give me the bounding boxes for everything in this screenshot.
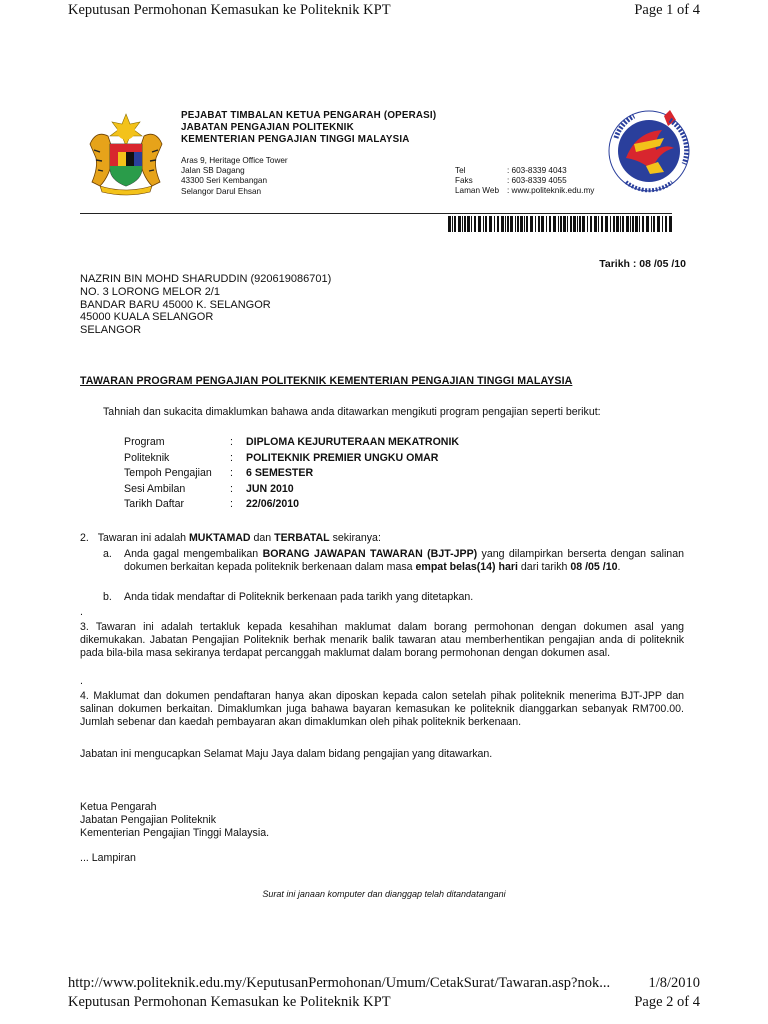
letterhead-address <box>181 156 288 197</box>
paragraph-2-mid: dan <box>250 532 275 544</box>
barcode-bar <box>582 216 585 232</box>
fax-label: Faks <box>455 176 473 186</box>
colon: : <box>230 451 233 464</box>
barcode-bar <box>601 216 603 232</box>
signature-line: Jabatan Pengajian Politeknik <box>80 814 217 827</box>
ministry-of-higher-education-logo <box>606 108 692 194</box>
barcode-bar <box>510 216 513 232</box>
intake-value: JUN 2010 <box>246 482 294 495</box>
barcode-bar <box>560 216 562 232</box>
separator-dot: . <box>80 606 83 618</box>
barcode-bar <box>577 216 578 232</box>
barcode-bar <box>626 216 629 232</box>
barcode-bar <box>594 216 597 232</box>
paragraph-2 <box>80 532 381 545</box>
barcode-bar <box>546 216 547 232</box>
letterhead-line-3: KEMENTERIAN PENGAJIAN TINGGI MALAYSIA <box>181 134 410 145</box>
intake-label: Sesi Ambilan <box>124 482 186 495</box>
address-line: 43300 Seri Kembangan <box>181 176 268 186</box>
barcode-bar <box>541 216 544 232</box>
barcode-bar <box>507 216 509 232</box>
barcode-icon <box>448 216 672 232</box>
recipient-line: SELANGOR <box>80 324 142 337</box>
recipient-line: 45000 KUALA SELANGOR <box>80 311 214 324</box>
barcode-bar <box>494 216 495 232</box>
barcode-bar <box>515 216 516 232</box>
print-header-page: Page 1 of 4 <box>634 2 700 18</box>
print-footer-url: http://www.politeknik.edu.my/KeputusanPermohonan/Umum/CetakSurat/Tawaran.asp?nok... <box>68 975 611 991</box>
duration-value: 6 SEMESTER <box>246 467 314 480</box>
colon: : <box>230 467 233 480</box>
condition-b <box>103 591 683 604</box>
barcode-bar <box>630 216 631 232</box>
barcode-bar <box>497 216 499 232</box>
barcode-bar <box>485 216 487 232</box>
barcode-bar <box>651 216 652 232</box>
letterhead-contact <box>455 166 594 197</box>
condition-a <box>103 548 684 574</box>
barcode-bar <box>567 216 568 232</box>
colon: : <box>230 436 233 448</box>
print-header-title: Keputusan Permohonan Kemasukan ke Politeknik KPT <box>68 2 391 18</box>
colon: : <box>230 482 233 495</box>
barcode-bar <box>520 216 523 232</box>
barcode-bar <box>665 216 667 232</box>
barcode-bar <box>489 216 492 232</box>
barcode-bar <box>590 216 592 232</box>
closing-text: Jabatan ini mengucapkan Selamat Maju Jaya dalam bidang pengajian yang ditawarkan. <box>80 748 493 760</box>
barcode-bar <box>573 216 576 232</box>
condition-a-pre: Anda gagal mengembalikan <box>124 548 263 560</box>
barcode-bar <box>639 216 640 232</box>
address-line: Jalan SB Dagang <box>181 166 245 176</box>
address-line: Selangor Darul Ehsan <box>181 186 262 196</box>
address-line: Aras 9, Heritage Office Tower <box>181 156 288 165</box>
computer-generated-note: Surat ini janaan komputer dan dianggap telah ditandatangani <box>262 889 506 899</box>
barcode-bar <box>452 216 453 232</box>
barcode-bar <box>530 216 533 232</box>
barcode-bar <box>553 216 556 232</box>
condition-a-marker: a. <box>103 548 112 560</box>
paragraph-number: 2. <box>80 532 89 544</box>
barcode-bar <box>653 216 655 232</box>
letterhead-rule <box>80 213 672 214</box>
barcode-bar <box>563 216 566 232</box>
barcode-bar <box>622 216 624 232</box>
condition-a-bold-3: 08 /05 /10 <box>570 561 618 574</box>
intro-text: Tahniah dan sukacita dimaklumkan bahawa anda ditawarkan mengikuti program pengajian seperti berikut: <box>103 406 601 418</box>
program-details-table <box>124 436 459 514</box>
condition-a-mid-2: dari tarikh <box>517 561 571 574</box>
table-row <box>124 467 459 483</box>
barcode-bar <box>598 216 599 232</box>
table-row <box>124 483 459 499</box>
condition-a-mid: yang dilampirkan berserta dengan salinan dokumen berkaitan kepada politeknik berkenaan dalam masa <box>124 548 684 574</box>
recipient-block <box>80 273 331 337</box>
duration-label: Tempoh Pengajian <box>124 467 212 480</box>
fax-value: : 603-8339 4055 <box>507 176 567 186</box>
paragraph-4: 4. Maklumat dan dokumen pendaftaran hanya akan diposkan kepada calon setelah pihak politeknik menerima BJT-JPP dan salinan dokumen berkaitan. Dimaklumkan juga bahawa bayaran kemasukan ke politeknik dianggarkan sebanyak RM700.00. Jumlah sebenar dan kaedah pembayaran akan dimaklumkan oleh pihak politeknik berkenaan. <box>80 690 684 729</box>
tel-value: : 603-8339 4043 <box>507 166 567 175</box>
barcode-bar <box>483 216 484 232</box>
separator-dot: . <box>80 675 83 687</box>
barcode-bar <box>464 216 466 232</box>
letterhead-line-2: JABATAN PENGAJIAN POLITEKNIK <box>181 122 354 133</box>
condition-a-text <box>124 548 684 574</box>
program-label: Program <box>124 436 165 448</box>
letter-date: Tarikh : 08 /05 /10 <box>599 258 686 270</box>
paragraph-2-bold-1: MUKTAMAD <box>188 532 251 544</box>
table-row <box>124 452 459 468</box>
condition-a-post: . <box>617 561 621 574</box>
table-row <box>124 498 459 514</box>
barcode-bar <box>662 216 663 232</box>
barcode-bar <box>524 216 525 232</box>
signature-line: Ketua Pengarah <box>80 801 157 813</box>
signature-block <box>80 801 269 841</box>
web-label: Laman Web <box>455 186 499 196</box>
barcode-bar <box>646 216 649 232</box>
barcode-bar <box>458 216 461 232</box>
barcode-bar <box>526 216 528 232</box>
barcode-bar <box>471 216 472 232</box>
barcode-bar <box>517 216 519 232</box>
barcode-bar <box>474 216 476 232</box>
barcode-bar <box>613 216 615 232</box>
barcode-bar <box>478 216 481 232</box>
barcode-bar <box>558 216 559 232</box>
barcode-bar <box>642 216 644 232</box>
barcode-bar <box>632 216 634 232</box>
letter-subject: TAWARAN PROGRAM PENGAJIAN POLITEKNIK KEMENTERIAN PENGAJIAN TINGGI MALAYSIA <box>80 375 573 387</box>
condition-b-marker: b. <box>103 591 112 603</box>
table-row <box>124 436 459 452</box>
barcode-bar <box>616 216 619 232</box>
barcode-bar <box>635 216 638 232</box>
paragraph-2-pre: Tawaran ini adalah <box>97 532 189 544</box>
barcode-bar <box>462 216 463 232</box>
barcode-bar <box>657 216 660 232</box>
program-value: DIPLOMA KEJURUTERAAN MEKATRONIK <box>246 436 460 448</box>
barcode-bar <box>669 216 672 232</box>
signature-line: Kementerian Pengajian Tinggi Malaysia. <box>80 827 270 840</box>
paragraph-3: 3. Tawaran ini adalah tertakluk kepada kesahihan maklumat dalam borang permohonan dengan dokumen asal yang dikemukakan. Jabatan Pengajian Politeknik berhak menarik balik tawaran atau memberhentikan pengajian anda di politeknik pada bila-bila masa sekiranya terdapat percanggah maklumat dalam borang permohonan dengan dokumen asal. <box>80 621 684 660</box>
condition-a-bold-2: empat belas(14) hari <box>415 561 518 574</box>
barcode-bar <box>501 216 504 232</box>
barcode-bar <box>579 216 581 232</box>
barcode-bar <box>610 216 611 232</box>
register-date-value: 22/06/2010 <box>246 498 300 511</box>
barcode-bar <box>587 216 588 232</box>
paragraph-2-bold-2: TERBATAL <box>274 532 330 544</box>
colon: : <box>230 498 233 511</box>
barcode-bar <box>549 216 551 232</box>
paragraph-2-post: sekiranya: <box>329 532 381 544</box>
condition-b-text: Anda tidak mendaftar di Politeknik berkenaan pada tarikh yang ditetapkan. <box>124 591 474 603</box>
tel-label: Tel <box>455 166 466 175</box>
condition-a-bold-1: BORANG JAWAPAN TAWARAN (BJT-JPP) <box>262 548 478 560</box>
barcode-bar <box>467 216 470 232</box>
malaysia-coat-of-arms-icon <box>80 110 172 196</box>
attachment-note: ... Lampiran <box>80 852 136 864</box>
recipient-line: BANDAR BARU 45000 K. SELANGOR <box>80 298 271 311</box>
polytechnic-value: POLITEKNIK PREMIER UNGKU OMAR <box>246 451 439 464</box>
print-header-title-page-2: Keputusan Permohonan Kemasukan ke Politeknik KPT <box>68 994 391 1010</box>
recipient-line: NO. 3 LORONG MELOR 2/1 <box>80 285 220 298</box>
polytechnic-label: Politeknik <box>124 451 170 464</box>
barcode-bar <box>620 216 621 232</box>
barcode-bar <box>538 216 540 232</box>
barcode-bar <box>454 216 456 232</box>
barcode-bar <box>605 216 608 232</box>
barcode-bar <box>505 216 506 232</box>
print-header-page-2: Page 2 of 4 <box>634 994 700 1010</box>
recipient-line: NAZRIN BIN MOHD SHARUDDIN (920619086701) <box>80 273 332 285</box>
letterhead-line-1: PEJABAT TIMBALAN KETUA PENGARAH (OPERASI) <box>181 110 437 121</box>
barcode-bar <box>535 216 536 232</box>
barcode-bar <box>570 216 572 232</box>
register-date-label: Tarikh Daftar <box>124 498 185 511</box>
print-footer-date: 1/8/2010 <box>648 975 700 991</box>
letterhead-office <box>181 110 436 146</box>
barcode-bar <box>448 216 451 232</box>
web-value: : www.politeknik.edu.my <box>507 186 595 196</box>
